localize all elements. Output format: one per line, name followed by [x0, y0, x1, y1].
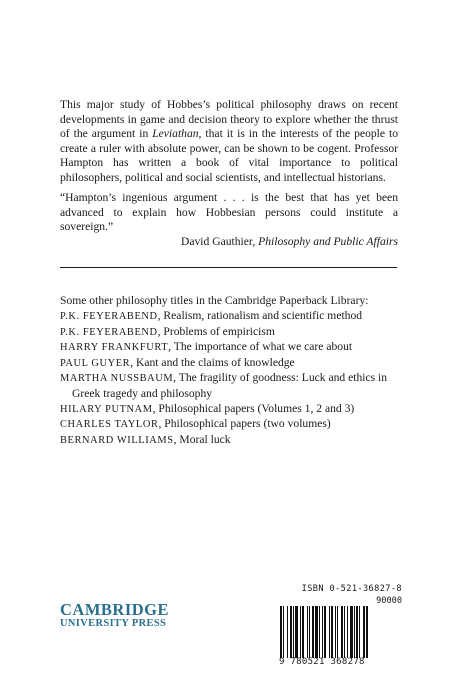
- title-entry: CHARLES TAYLOR, Philosophical papers (two volumes): [60, 417, 331, 431]
- barcode-bar: [293, 606, 294, 658]
- barcode-bar: [337, 606, 338, 658]
- barcode-bar: [322, 606, 323, 658]
- isbn-label: ISBN 0-521-36827-8: [301, 584, 402, 594]
- ean-number: 9 780521 368278: [279, 657, 365, 667]
- title-entry: HILARY PUTNAM, Philosophical papers (Volumes 1, 2 and 3): [60, 401, 355, 415]
- title-entry: P.K. FEYERABEND, Realism, rationalism and scientific method: [60, 309, 363, 322]
- barcode-bar: [363, 606, 365, 658]
- title-name: Kant and the claims of knowledge: [135, 355, 295, 369]
- title-entry: P.K. FEYERABEND, Problems of empiricism: [60, 324, 275, 338]
- book-title-leviathan: Leviathan,: [152, 127, 202, 141]
- other-titles-heading: Some other philosophy titles in the Cambridge Paperback Library:: [60, 294, 369, 307]
- publisher-subtitle: UNIVERSITY PRESS: [60, 618, 167, 629]
- description-paragraph: [60, 98, 398, 186]
- title-author: BERNARD WILLIAMS: [60, 434, 174, 446]
- title-author: MARTHA NUSSBAUM: [60, 373, 174, 385]
- other-titles-list: [60, 309, 400, 448]
- barcode-bar: [344, 606, 345, 658]
- barcode-bar: [335, 606, 336, 658]
- barcode-bar: [295, 606, 298, 658]
- title-author: P.K. FEYERABEND: [60, 311, 158, 322]
- publisher-name: CAMBRIDGE: [60, 600, 170, 619]
- barcode-bar: [347, 606, 348, 658]
- book-description: [60, 98, 398, 186]
- barcode-bar: [312, 606, 314, 658]
- barcode-bar: [307, 606, 308, 658]
- barcode-bar: [356, 606, 358, 658]
- barcode-bar: [366, 606, 368, 658]
- barcode-bar: [354, 606, 355, 658]
- title-entry: HARRY FRANKFURT, The importance of what we care about: [60, 340, 353, 354]
- title-name: The importance of what we care about: [173, 340, 353, 354]
- barcode-bar: [309, 606, 310, 658]
- title-name: Philosophical papers (two volumes): [164, 417, 331, 431]
- barcode-bar: [359, 606, 360, 658]
- barcode-bar: [341, 606, 343, 658]
- title-author: HARRY FRANKFURT: [60, 342, 169, 354]
- quote-text: “Hampton’s ingenious argument . . . is the best that has yet been advanced to explain how Hobbesian persons could institute a sovereign.”: [60, 191, 398, 234]
- review-quote: [60, 191, 398, 249]
- barcode-bar: [329, 606, 330, 658]
- barcode-bar: [324, 606, 326, 658]
- barcode-bar: [302, 606, 304, 658]
- publisher-logo: [60, 601, 169, 630]
- barcode-bar: [290, 606, 292, 658]
- quote-author: David Gauthier,: [180, 234, 256, 248]
- barcode-bar: [319, 606, 320, 658]
- title-name: The fragility of goodness: Luck and ethics in Greek tragedy and philosophy: [72, 371, 388, 400]
- title-name: Moral luck: [179, 432, 231, 446]
- barcode-bar: [300, 606, 301, 658]
- divider-rule: [60, 267, 397, 268]
- barcode-bar: [350, 606, 353, 658]
- title-author: P.K. FEYERABEND: [60, 326, 158, 338]
- quote-source: Philosophy and Public Affairs: [258, 234, 398, 248]
- title-author: CHARLES TAYLOR: [60, 419, 159, 431]
- title-entry: PAUL GUYER, Kant and the claims of knowledge: [60, 355, 295, 369]
- barcode-bar: [315, 606, 318, 658]
- title-author: PAUL GUYER: [60, 357, 131, 369]
- barcode-graphic: [278, 606, 402, 658]
- title-entry: MARTHA NUSSBAUM, The fragility of goodness: Luck and ethics in Greek tragedy and philosophy: [60, 371, 388, 400]
- barcode-bar: [283, 606, 284, 658]
- barcode-bar: [280, 606, 282, 658]
- title-name: Philosophical papers (Volumes 1, 2 and 3): [158, 401, 355, 415]
- barcode-bar: [287, 606, 288, 658]
- title-name: Realism, rationalism and scientific method: [163, 309, 363, 322]
- title-author: HILARY PUTNAM: [60, 403, 153, 415]
- title-name: Problems of empiricism: [163, 324, 275, 338]
- description-text-end: that it is in the interests of the people to create a ruler with absolute power, can be shown to be cogent. Professor Hampton has written a book of vital importance to political philosophers, political and social scientists, and intellectual historians.: [60, 127, 398, 184]
- title-entry: BERNARD WILLIAMS, Moral luck: [60, 432, 231, 446]
- price-code: 90000: [376, 596, 402, 606]
- barcode-bar: [331, 606, 333, 658]
- quote-attribution: [60, 235, 398, 250]
- description-text-start: This major study of Hobbes’s political philosophy draws on recent developments in game and decision theory to explore whether the thrust of the argument in: [60, 98, 398, 141]
